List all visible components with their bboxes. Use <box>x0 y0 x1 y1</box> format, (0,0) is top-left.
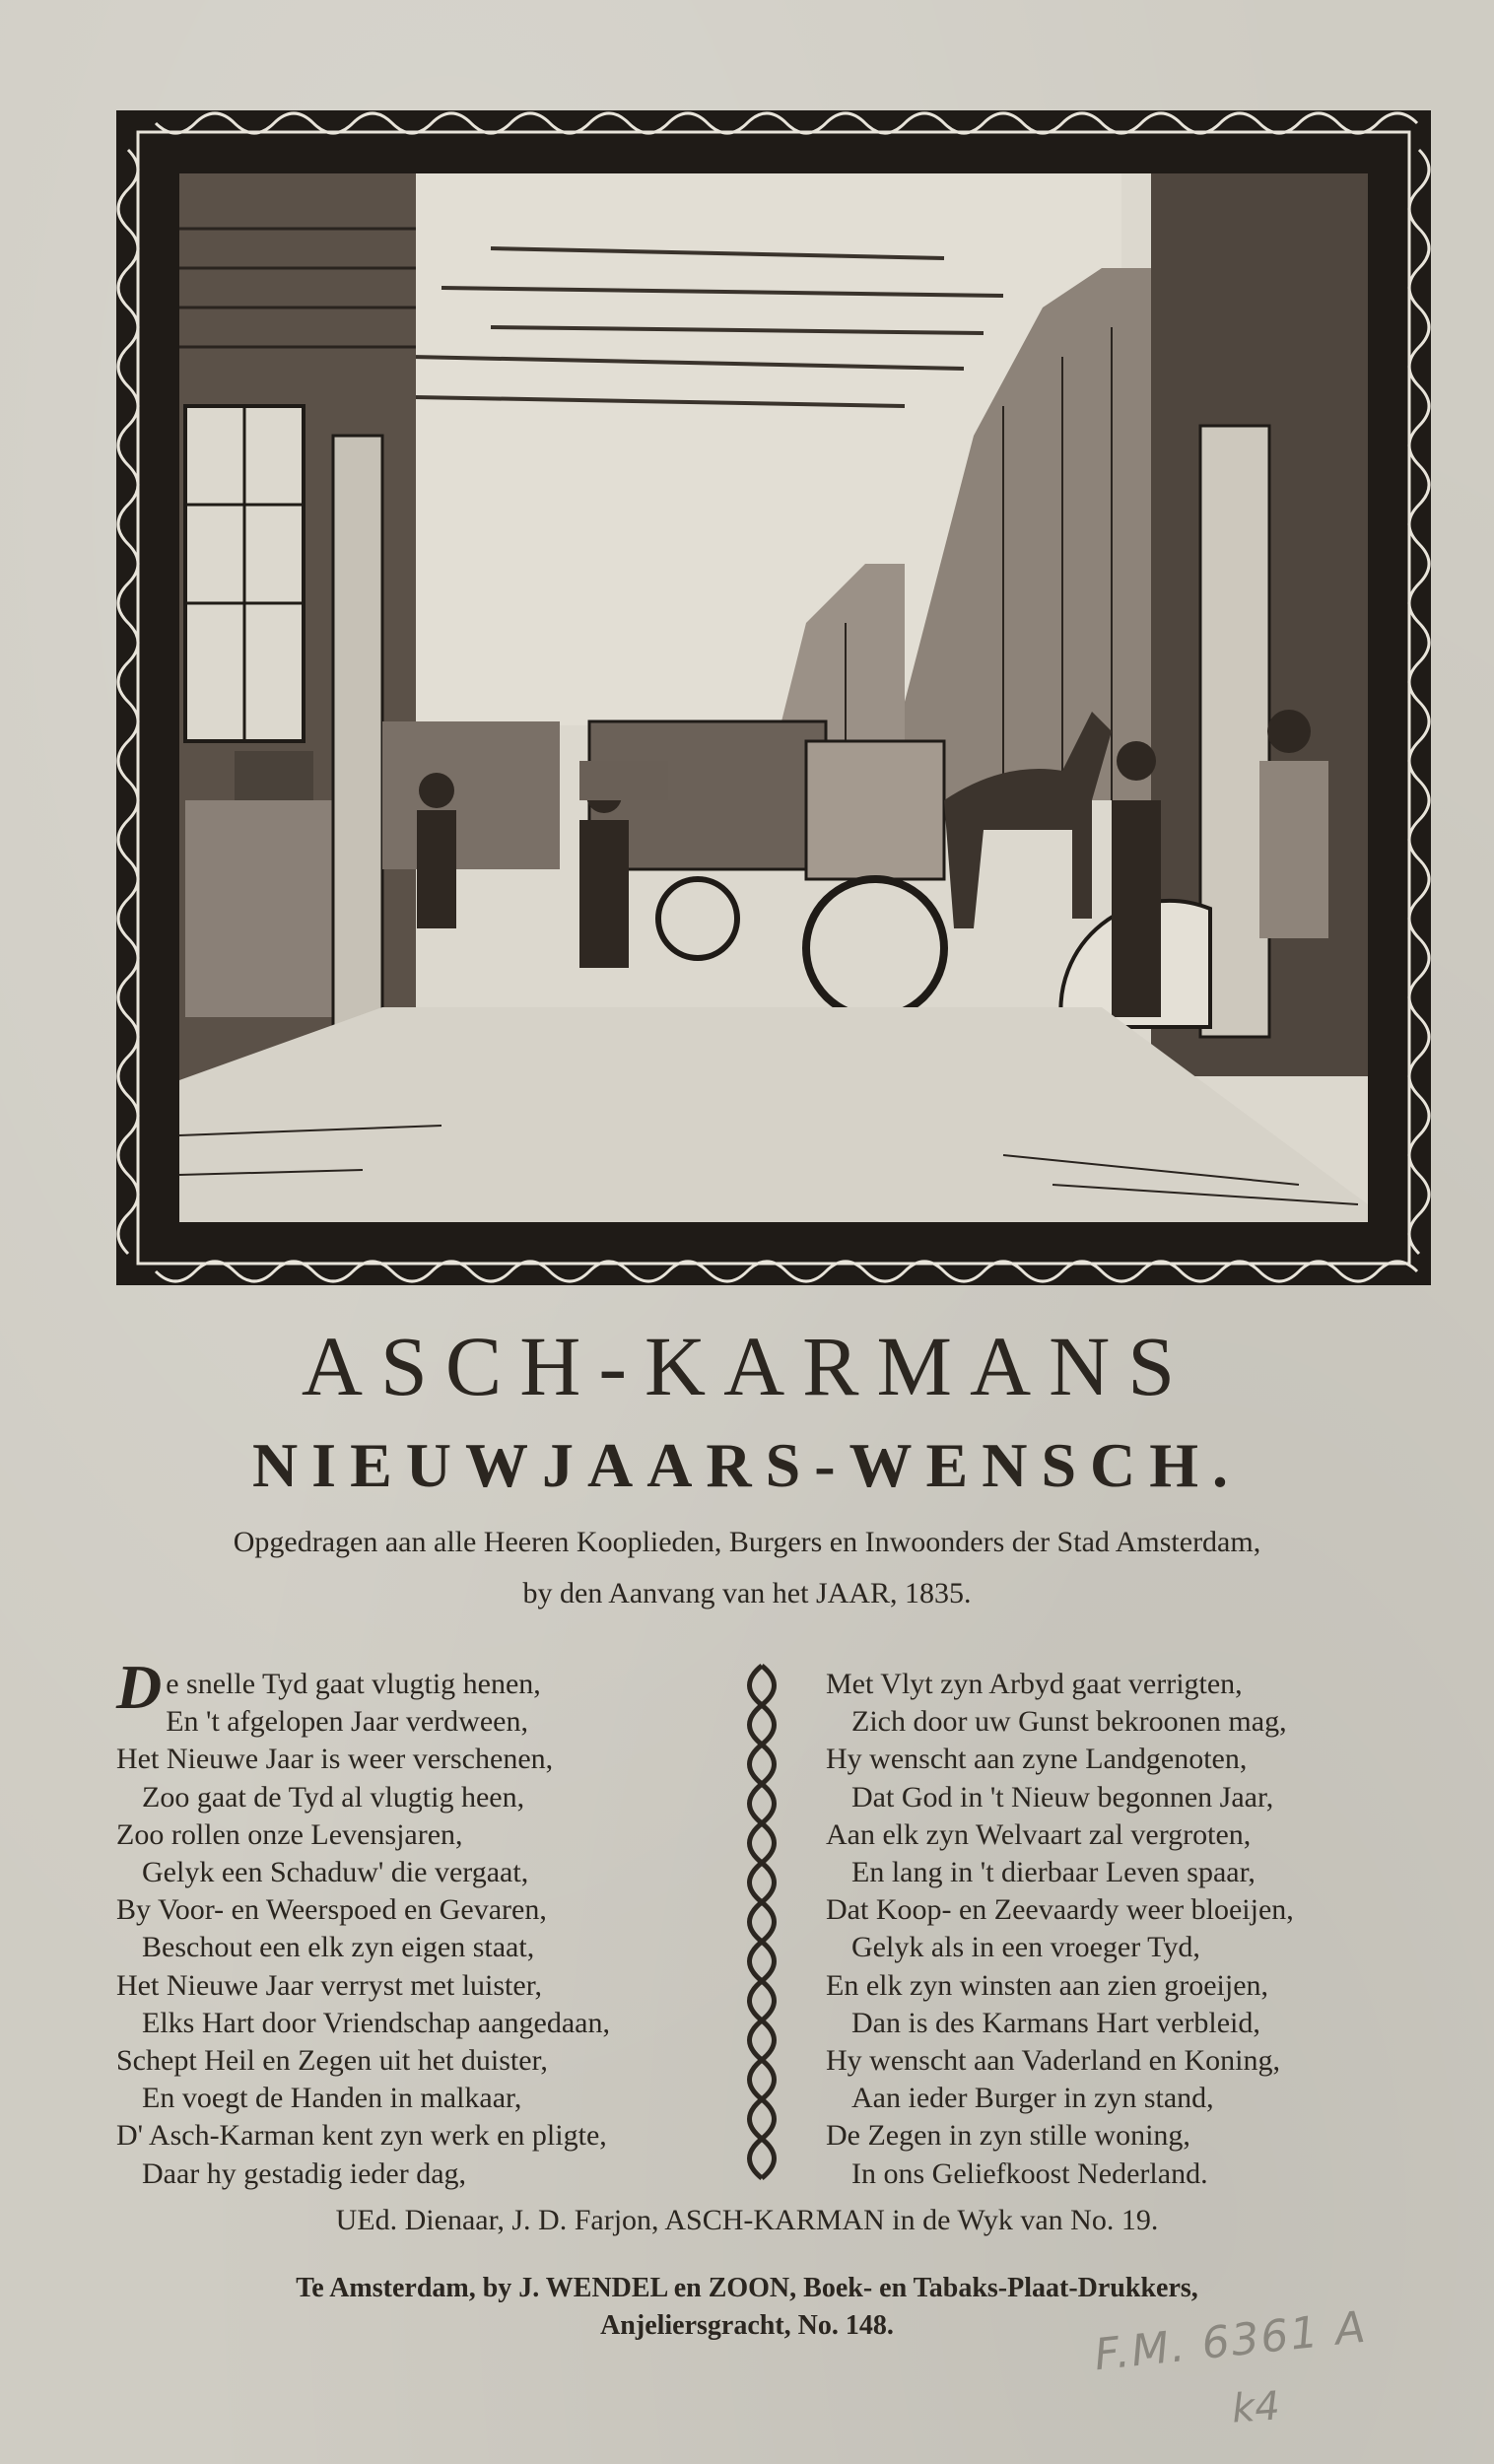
poem-line: En elk zyn winsten aan zien groeijen, <box>826 1968 1269 2002</box>
poem-line: En 't afgelopen Jaar verdween, <box>166 1705 528 1739</box>
poem-line: Het Nieuwe Jaar verryst met luister, <box>116 1968 542 2002</box>
poem-line: De snelle Tyd gaat vlugtig henen, <box>116 1652 541 1722</box>
poem-line: D' Asch-Karman kent zyn werk en pligte, <box>116 2119 607 2153</box>
poem-line: Beschout een elk zyn eigen staat, <box>142 1931 535 1964</box>
poem-line: Zich door uw Gunst bekroonen mag, <box>851 1705 1287 1739</box>
poem-line: En voegt de Handen in malkaar, <box>142 2082 522 2115</box>
printer-imprint-line-1: Te Amsterdam, by J. WENDEL en ZOON, Boek- en Tabaks-Plaat-Drukkers, <box>296 2273 1198 2303</box>
poem-line: Het Nieuwe Jaar is weer verschenen, <box>116 1743 554 1776</box>
poem-line: Dat Koop- en Zeevaardy weer bloeijen, <box>826 1893 1294 1927</box>
woodcut-illustration <box>116 110 1431 1285</box>
poem-line: Hy wenscht aan zyne Landgenoten, <box>826 1743 1248 1776</box>
poem-line: Dat God in 't Nieuw begonnen Jaar, <box>851 1780 1274 1814</box>
poem-line: Hy wenscht aan Vaderland en Koning, <box>826 2044 1280 2078</box>
poem-right-column <box>826 1666 1378 2193</box>
pencil-inventory-note: F.M. 6361 A <box>1092 2301 1370 2381</box>
poem-line: Dan is des Karmans Hart verbleid, <box>851 2006 1260 2039</box>
poem-left-column <box>116 1652 708 2193</box>
poem-line: Aan ieder Burger in zyn stand, <box>851 2082 1214 2115</box>
poem-line: Gelyk als in een vroeger Tyd, <box>851 1931 1200 1964</box>
poem-line: Zoo rollen onze Levensjaren, <box>116 1817 463 1851</box>
poem-line: In ons Geliefkoost Nederland. <box>851 2156 1208 2190</box>
poem-line: Aan elk zyn Welvaart zal vergroten, <box>826 1817 1252 1851</box>
poem-line: De Zegen in zyn stille woning, <box>826 2119 1190 2153</box>
poem-line: By Voor- en Weerspoed en Gevaren, <box>116 1893 547 1927</box>
subtitle-heading: NIEUWJAARS-WENSCH. <box>251 1430 1243 1500</box>
vertical-ornament-divider <box>727 1656 796 2188</box>
drop-cap: D <box>116 1652 163 1722</box>
pencil-shelf-note: k4 <box>1230 2383 1282 2432</box>
signature-line: UEd. Dienaar, J. D. Farjon, ASCH-KARMAN in de Wyk van No. 19. <box>335 2204 1159 2236</box>
poem-line: Schept Heil en Zegen uit het duister, <box>116 2044 548 2078</box>
dedication-line-2: by den Aanvang van het JAAR, 1835. <box>522 1577 972 1609</box>
title-heading: ASCH-KARMANS <box>301 1319 1193 1413</box>
poem-line: Zoo gaat de Tyd al vlugtig heen, <box>142 1780 525 1814</box>
poem-line: Elks Hart door Vriendschap aangedaan, <box>142 2006 610 2039</box>
printer-imprint-line-2: Anjeliersgracht, No. 148. <box>600 2310 894 2341</box>
street-scene-engraving <box>116 110 1431 1285</box>
dedication-line-1: Opgedragen aan alle Heeren Kooplieden, Burgers en Inwoonders der Stad Amsterdam, <box>233 1526 1261 1558</box>
poem-line: Daar hy gestadig ieder dag, <box>142 2156 467 2190</box>
poem-line: En lang in 't dierbaar Leven spaar, <box>851 1856 1256 1889</box>
poem-line: Met Vlyt zyn Arbyd gaat verrigten, <box>826 1668 1243 1700</box>
poem-line: Gelyk een Schaduw' die vergaat, <box>142 1856 529 1889</box>
